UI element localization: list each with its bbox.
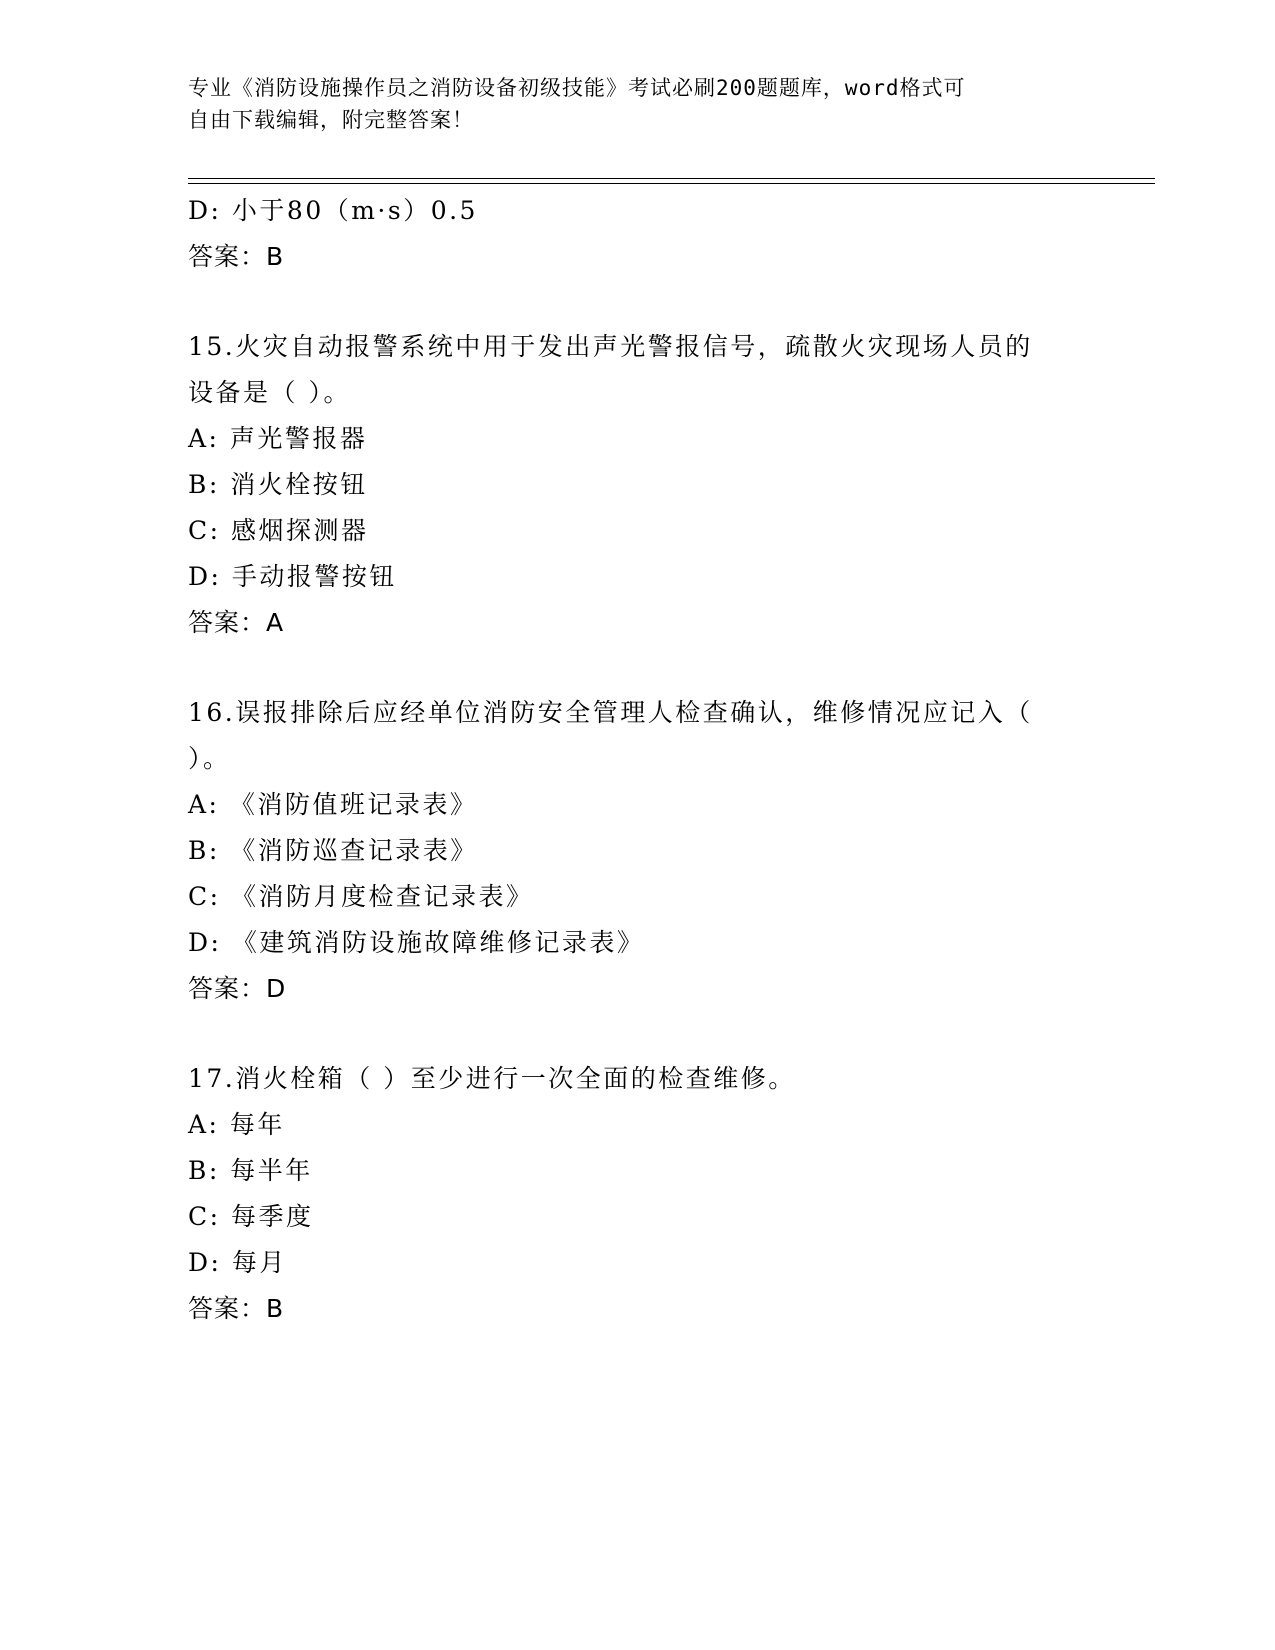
answer-line: 答案：A <box>188 608 285 637</box>
option-b: B: 消火栓按钮 <box>188 470 368 499</box>
question-17 <box>188 1056 1088 1332</box>
option-a: A: 《消防值班记录表》 <box>188 790 478 819</box>
option-d: D: 手动报警按钮 <box>188 562 397 591</box>
answer-line: 答案：B <box>188 1294 285 1323</box>
header-title-line-2: 自由下载编辑，附完整答案！ <box>188 108 474 132</box>
option-c: C: 感烟探测器 <box>188 516 369 545</box>
answer-line: 答案：D <box>188 974 287 1003</box>
option-d: D: 每月 <box>188 1248 287 1277</box>
option-a: A: 每年 <box>188 1110 285 1139</box>
document-body <box>188 188 1088 1332</box>
option-c: C: 《消防月度检查记录表》 <box>188 882 534 911</box>
option-a: A: 声光警报器 <box>188 424 368 453</box>
question-stem-line-1: 17.消火栓箱（ ）至少进行一次全面的检查维修。 <box>188 1064 796 1093</box>
option-b: B: 每半年 <box>188 1156 313 1185</box>
header-title-line-1: 专业《消防设施操作员之消防设备初级技能》考试必刷200题题库，word格式可 <box>188 76 966 100</box>
option-d: D: 小于80（m·s）0.5 <box>188 196 478 225</box>
question-15 <box>188 324 1088 646</box>
option-c: C: 每季度 <box>188 1202 314 1231</box>
option-d: D: 《建筑消防设施故障维修记录表》 <box>188 928 645 957</box>
question-stem-line-1: 16.误报排除后应经单位消防安全管理人检查确认，维修情况应记入（ <box>188 698 1033 727</box>
question-16 <box>188 690 1088 1012</box>
question-stem-line-2: ）。 <box>188 744 231 773</box>
header-divider-top <box>188 178 1155 179</box>
answer-line: 答案：B <box>188 242 285 271</box>
page-header <box>188 72 1088 136</box>
header-divider-bottom <box>188 183 1155 184</box>
question-stem-line-1: 15.火灾自动报警系统中用于发出声光警报信号，疏散火灾现场人员的 <box>188 332 1033 361</box>
question-14-continued <box>188 188 1088 280</box>
option-b: B: 《消防巡查记录表》 <box>188 836 478 865</box>
question-stem-line-2: 设备是（ ）。 <box>188 378 351 407</box>
